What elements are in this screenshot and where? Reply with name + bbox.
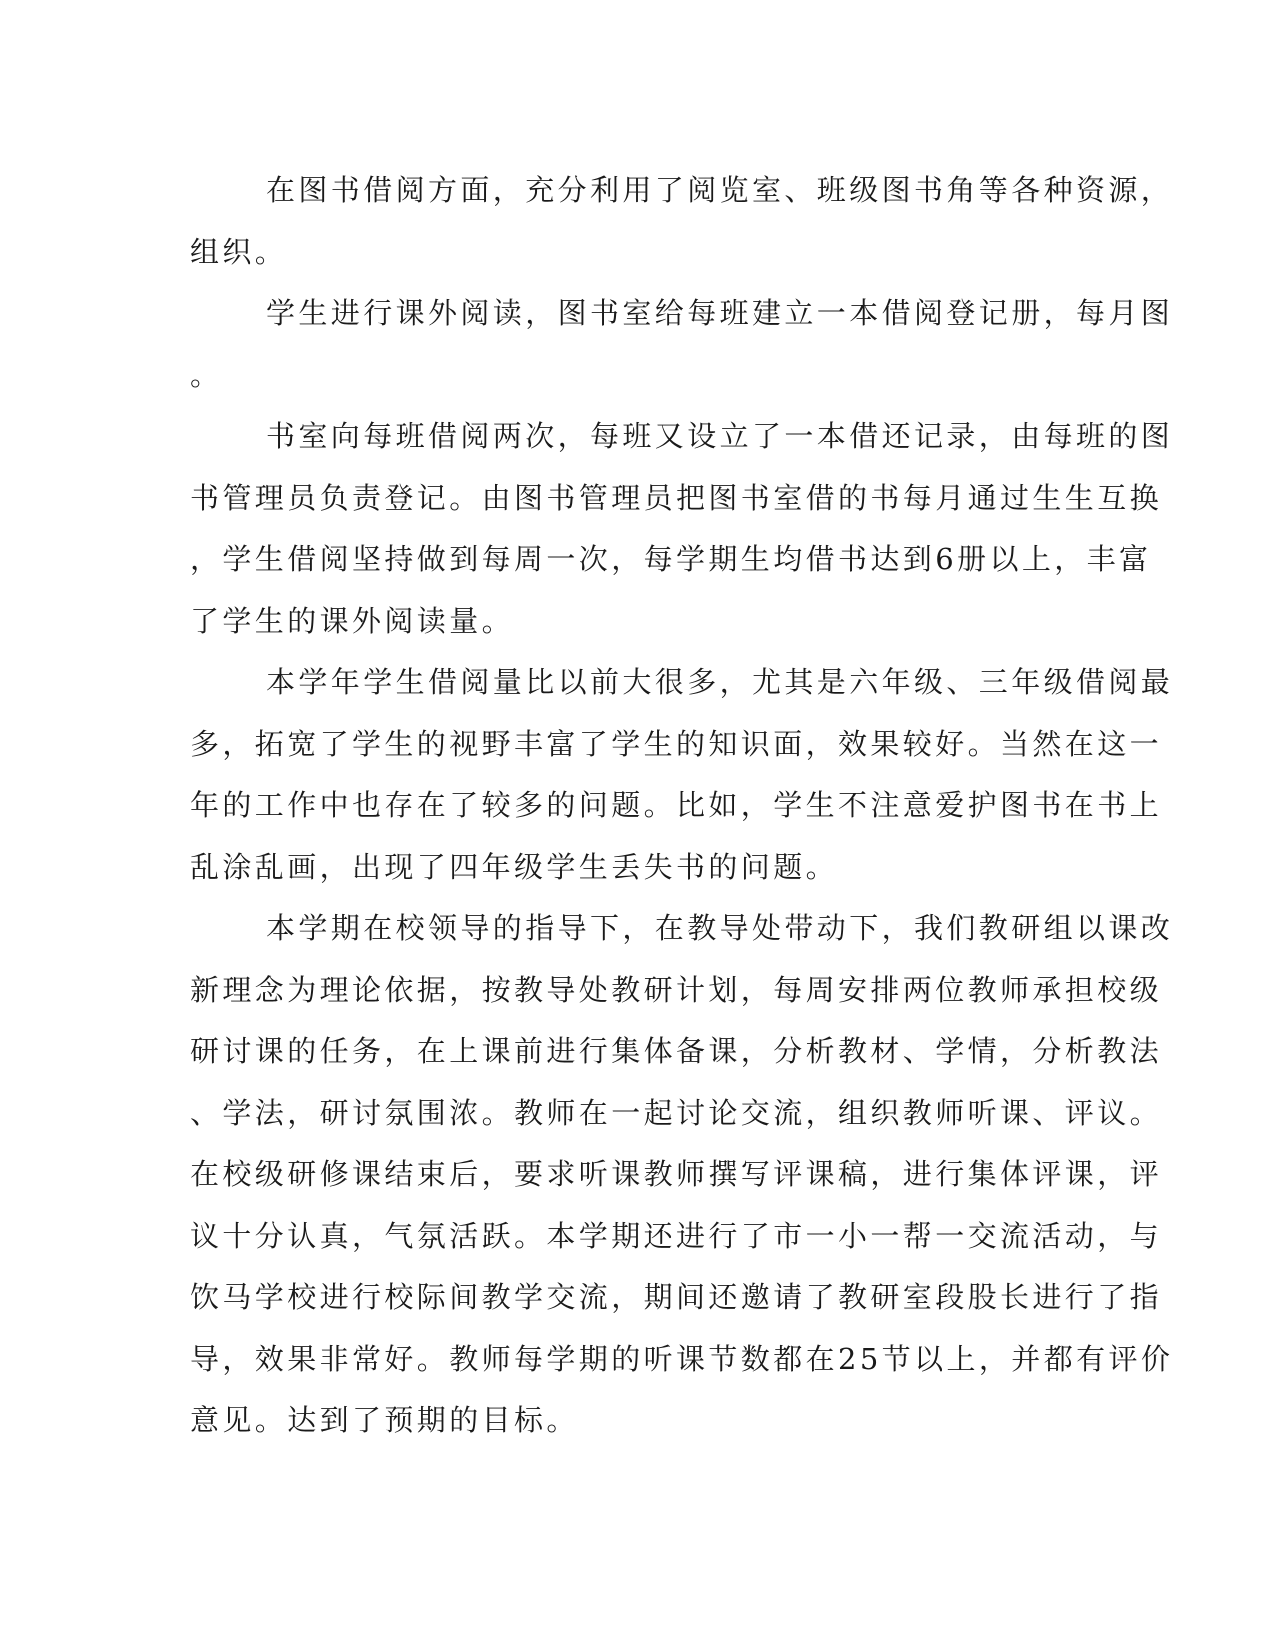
text-line: 、学法，研讨氛围浓。教师在一起讨论交流，组织教师听课、评议。	[190, 1095, 1163, 1130]
paragraph-teaching-research	[190, 898, 1174, 1452]
text-line: 饮马学校进行校际间教学交流，期间还邀请了教研室段股长进行了指	[190, 1280, 1163, 1314]
text-line: 。	[190, 357, 223, 392]
text-line: 本学期在校领导的指导下，在教导处带动下，我们教研组以课改	[266, 911, 1174, 945]
text-line: 在校级研修课结束后，要求听课教师撰写评课稿，进行集体评课，评	[190, 1157, 1163, 1191]
text-line: 组织。	[190, 234, 288, 269]
text-line: 书管理员负责登记。由图书管理员把图书室借的书每月通过生生互换	[190, 480, 1163, 515]
text-line: 学生进行课外阅读，图书室给每班建立一本借阅登记册，每月图	[266, 296, 1174, 330]
text-line: 议十分认真，气氛活跃。本学期还进行了市一小一帮一交流活动，与	[190, 1218, 1163, 1253]
text-line: 在图书借阅方面，充分利用了阅览室、班级图书角等各种资源，	[266, 173, 1174, 207]
body-text	[190, 160, 1174, 1452]
text-line: 研讨课的任务，在上课前进行集体备课，分析教材、学情，分析教法	[190, 1034, 1163, 1068]
paragraph-extracurricular-reading	[190, 283, 1174, 406]
text-line: 多，拓宽了学生的视野丰富了学生的知识面，效果较好。当然在这一	[190, 726, 1163, 761]
text-line: 导，效果非常好。教师每学期的听课节数都在25节以上，并都有评价	[190, 1341, 1174, 1376]
text-line: 本学年学生借阅量比以前大很多，尤其是六年级、三年级借阅最	[266, 665, 1174, 699]
text-line: ，学生借阅坚持做到每周一次，每学期生均借书达到6册以上，丰富	[190, 542, 1152, 576]
text-line: 了学生的课外阅读量。	[190, 603, 515, 638]
text-line: 乱涂乱画，出现了四年级学生丢失书的问题。	[190, 849, 839, 884]
text-line: 意见。达到了预期的目标。	[190, 1403, 579, 1437]
paragraph-borrowing-results	[190, 652, 1174, 898]
paragraph-borrowing-records	[190, 406, 1174, 652]
paragraph-library-lending	[190, 160, 1174, 283]
text-line: 年的工作中也存在了较多的问题。比如，学生不注意爱护图书在书上	[190, 788, 1163, 822]
text-line: 新理念为理论依据，按教导处教研计划，每周安排两位教师承担校级	[190, 972, 1163, 1007]
text-line: 书室向每班借阅两次，每班又设立了一本借还记录，由每班的图	[266, 419, 1174, 453]
